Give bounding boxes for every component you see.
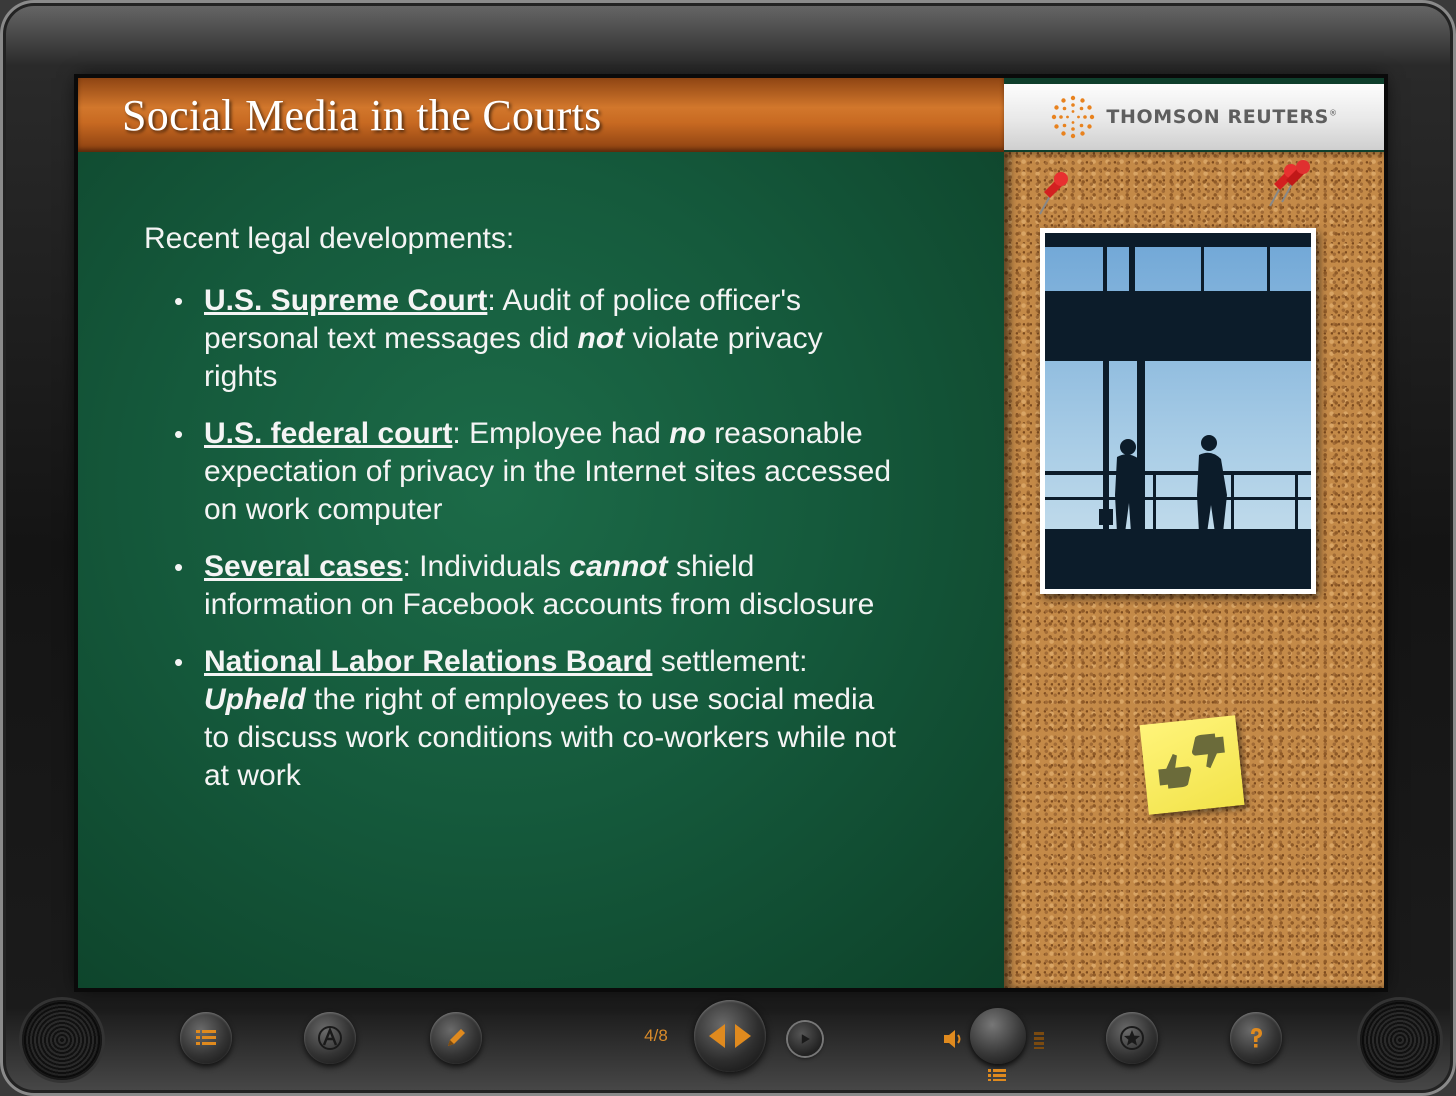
chalkboard-panel [78, 152, 1004, 988]
slide-title: Social Media in the Courts [122, 91, 602, 140]
bullet-item: • U.S. Supreme Court: Audit of police officer's personal text messages did not violate privacy rights [174, 282, 904, 396]
font-size-button[interactable] [304, 1012, 356, 1064]
title-bar [78, 78, 1004, 152]
bullet-item: • U.S. federal court: Employee had no reasonable expectation of privacy in the Internet sites accessed on work computer [174, 415, 904, 529]
thumbs-up-down-icon [1140, 715, 1245, 815]
bullet-list [174, 282, 904, 814]
sticky-note [1140, 715, 1245, 815]
page-indicator: 4/8 [644, 1026, 668, 1045]
play-icon [797, 1031, 813, 1047]
speaker-grille-left [22, 1000, 102, 1080]
font-icon [315, 1023, 345, 1053]
volume-icon [942, 1028, 966, 1050]
transcript-toggle-icon[interactable] [986, 1068, 1008, 1082]
menu-icon [191, 1023, 221, 1053]
volume-level-icon [1032, 1030, 1046, 1050]
pushpin-icon [1030, 170, 1070, 220]
intro-text: Recent legal developments: [144, 222, 515, 255]
slide-screen [78, 78, 1384, 988]
speaker-grille-right [1360, 1000, 1440, 1080]
corkboard-panel [1004, 152, 1384, 988]
pencil-icon [441, 1023, 471, 1053]
bookmark-button[interactable] [1106, 1012, 1158, 1064]
notes-button[interactable] [430, 1012, 482, 1064]
prev-next-icon [705, 1021, 755, 1051]
play-button[interactable] [788, 1022, 822, 1056]
help-icon [1241, 1023, 1271, 1053]
bullet-item: • National Labor Relations Board settlement: Upheld the right of employees to use social media to discuss work conditions with co-workers while not at work [174, 643, 904, 795]
player-control-bar [0, 992, 1456, 1096]
brand-bar [1004, 84, 1384, 150]
brand-name: THOMSON REUTERS® [1106, 106, 1338, 128]
bookmark-star-icon [1117, 1023, 1147, 1053]
office-silhouette-photo [1040, 228, 1316, 594]
menu-button[interactable] [180, 1012, 232, 1064]
help-button[interactable] [1230, 1012, 1282, 1064]
volume-knob[interactable] [970, 1008, 1026, 1064]
pushpin-icon [1272, 158, 1312, 208]
thomson-reuters-logo-icon [1050, 94, 1096, 140]
prev-next-button[interactable] [694, 1000, 766, 1072]
bullet-item: • Several cases: Individuals cannot shield information on Facebook accounts from disclosure [174, 548, 904, 624]
